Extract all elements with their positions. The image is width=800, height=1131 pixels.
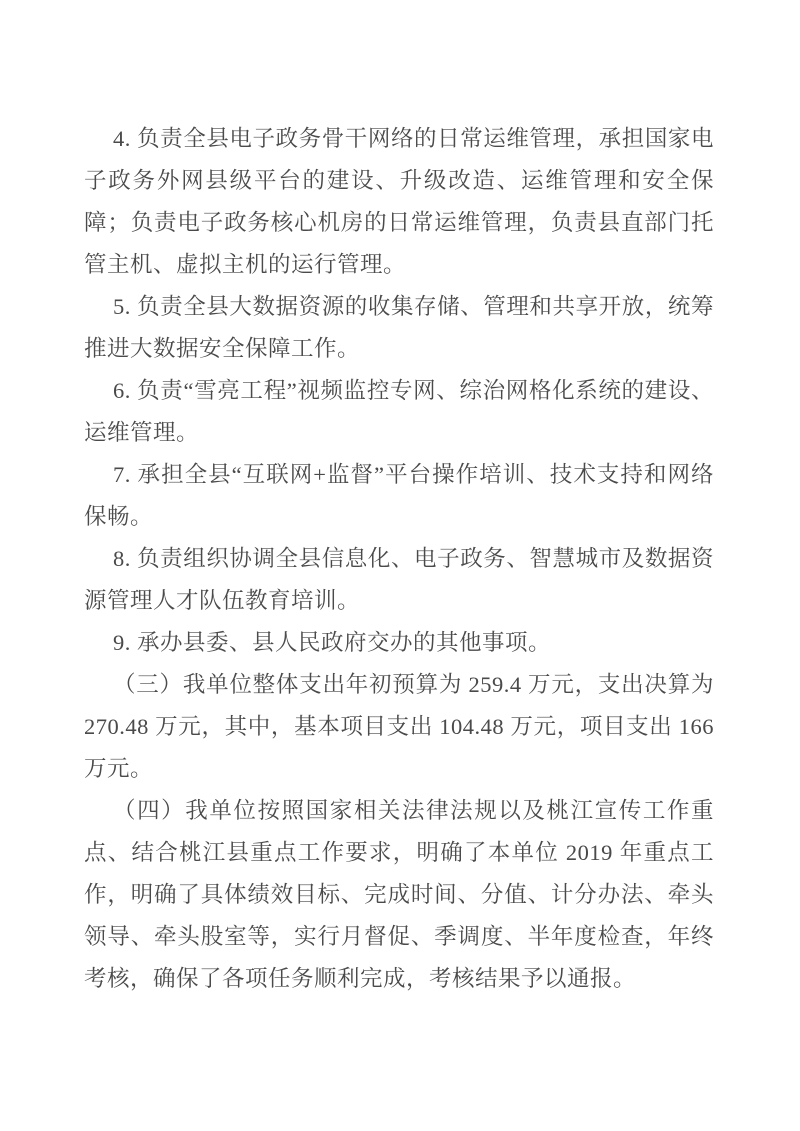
paragraph-duty-9: 9. 承办县委、县人民政府交办的其他事项。 bbox=[113, 630, 552, 655]
paragraph-duty-6: 6. 负责“雪亮工程”视频监控专网、综治网格化系统的建设、运维管理。 bbox=[84, 378, 714, 445]
paragraph-duty-7: 7. 承担全县“互联网+监督”平台操作培训、技术支持和网络保畅。 bbox=[84, 462, 714, 529]
paragraph-duty-5: 5. 负责全县大数据资源的收集存储、管理和共享开放，统筹推进大数据安全保障工作。 bbox=[84, 294, 714, 361]
paragraph-section-3-budget: （三）我单位整体支出年初预算为 259.4 万元，支出决算为 270.48 万元，其中，基本项目支出 104.48 万元，项目支出 166 万元。 bbox=[84, 672, 714, 781]
paragraph-duty-8: 8. 负责组织协调全县信息化、电子政务、智慧城市及数据资源管理人才队伍教育培训。 bbox=[84, 546, 714, 613]
paragraph-duty-4: 4. 负责全县电子政务骨干网络的日常运维管理，承担国家电子政务外网县级平台的建设、升级改造、运维管理和安全保障；负责电子政务核心机房的日常运维管理，负责县直部门托管主机、虚拟主机的运行管理。 bbox=[84, 126, 714, 277]
paragraph-section-4-keywork: （四）我单位按照国家相关法律法规以及桃江宣传工作重点、结合桃江县重点工作要求，明确了本单位 2019 年重点工作，明确了具体绩效目标、完成时间、分值、计分办法、牵头领导、牵头股室等，实行月督促、季调度、半年度检查，年终考核，确保了各项任务顺利完成，考核结果予以通报。 bbox=[84, 798, 714, 991]
